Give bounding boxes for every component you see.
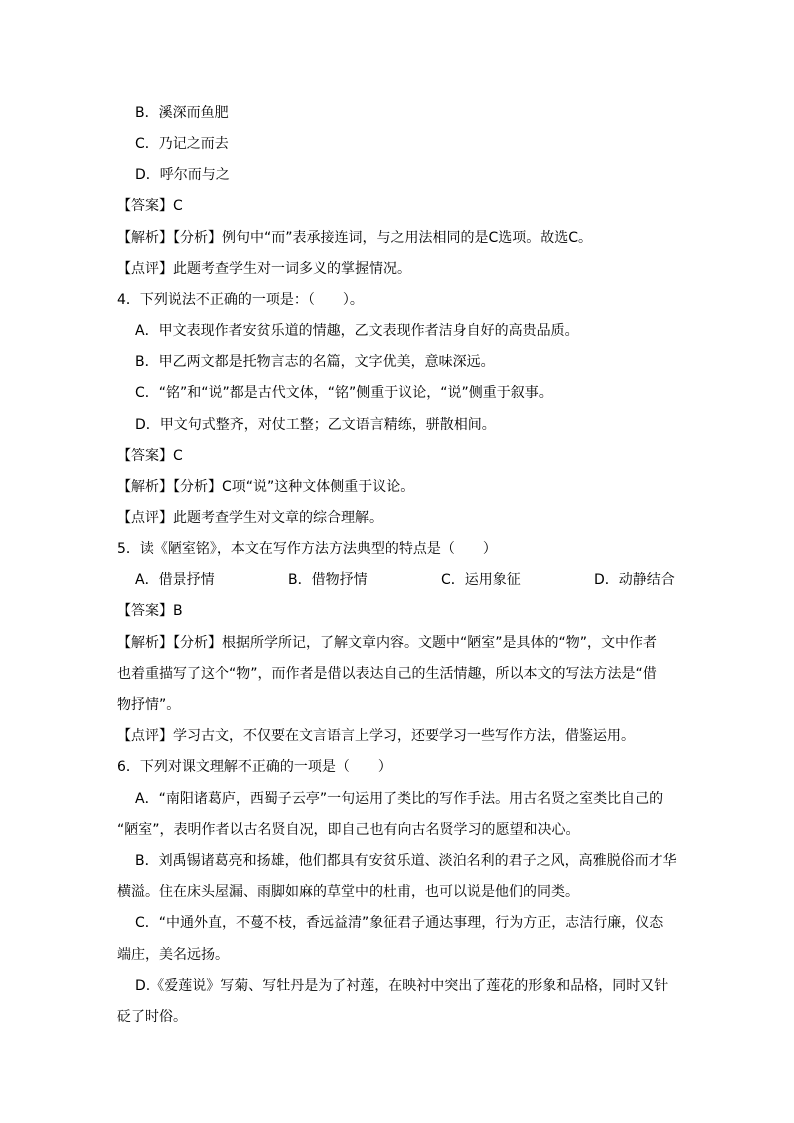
option-c-q5: C．运用象征	[441, 572, 521, 588]
option-b-q6-line2: 横溢。住在床头屋漏、雨脚如麻的草堂中的杜甫，也可以说是他们的同类。	[117, 884, 579, 900]
question-4: 4．下列说法不正确的一项是：（ ）。	[117, 292, 364, 308]
option-b-q4: B．甲乙两文都是托物言志的名篇，文字优美，意味深远。	[135, 354, 495, 370]
comment-q3: 【点评】此题考查学生对一词多义的掌握情况。	[117, 261, 411, 277]
question-5: 5．读《陋室铭》，本文在写作方法方法典型的特点是（ ）	[117, 541, 497, 557]
analysis-q3: 【解析】【分析】例句中“而”表承接连词，与之用法相同的是C选项。故选C。	[117, 230, 593, 246]
option-b-q5: B．借物抒情	[288, 572, 368, 588]
option-c-q6-line2: 端庄，美名远扬。	[117, 947, 229, 963]
option-d-q3: D．呼尔而与之	[135, 167, 230, 183]
option-d-q6-line2: 砭了时俗。	[117, 1009, 187, 1025]
option-c-q6-line1: C．“中通外直，不蔓不枝，香远益清”象征君子通达事理，行为方正，志洁行廉，仪态	[135, 915, 664, 931]
answer-q3: 【答案】C	[117, 198, 183, 214]
option-a-q5: A．借景抒情	[135, 572, 215, 588]
option-a-q6-line1: A．“南阳诸葛庐，西蜀子云亭”一句运用了类比的写作手法。用古名贤之室类比自己的	[135, 791, 664, 807]
option-c-q4: C．“铭”和“说”都是古代文体，“铭”侧重于议论，“说”侧重于叙事。	[135, 385, 553, 401]
option-d-q6-line1: D.《爱莲说》写菊、写牡丹是为了衬莲，在映衬中突出了莲花的形象和品格，同时又针	[135, 978, 669, 994]
option-a-q4: A．甲文表现作者安贫乐道的情趣，乙文表现作者洁身自好的高贵品质。	[135, 323, 579, 339]
option-c-q3: C．乃记之而去	[135, 136, 229, 152]
answer-q5: 【答案】B	[117, 603, 183, 619]
question-6: 6．下列对课文理解不正确的一项是（ ）	[117, 759, 392, 775]
comment-q4: 【点评】此题考查学生对文章的综合理解。	[117, 510, 383, 526]
option-d-q5: D．动静结合	[594, 572, 675, 588]
option-d-q4: D．甲文句式整齐，对仗工整；乙文语言精练，骈散相间。	[135, 417, 496, 433]
options-q5	[135, 571, 675, 589]
analysis-q5-line3: 物抒情”。	[117, 697, 181, 713]
analysis-q5-line1: 【解析】【分析】根据所学所记，了解文章内容。文题中“陋室”是具体的“物”，文中作者	[117, 635, 658, 651]
comment-q5: 【点评】学习古文，不仅要在文言语言上学习，还要学习一些写作方法，借鉴运用。	[117, 728, 635, 744]
analysis-q5-line2: 也着重描写了这个“物”，而作者是借以表达自己的生活情趣，所以本文的写法方法是“借	[117, 666, 657, 682]
option-b-q3: B．溪深而鱼肥	[135, 105, 229, 121]
analysis-q4: 【解析】【分析】C项“说”这种文体侧重于议论。	[117, 479, 415, 495]
option-a-q6-line2: “陋室”，表明作者以古名贤自况，即自己也有向古名贤学习的愿望和决心。	[117, 822, 580, 838]
answer-q4: 【答案】C	[117, 448, 183, 464]
option-b-q6-line1: B．刘禹锡诸葛亮和扬雄，他们都具有安贫乐道、淡泊名利的君子之风，高雅脱俗而才华	[135, 853, 677, 869]
